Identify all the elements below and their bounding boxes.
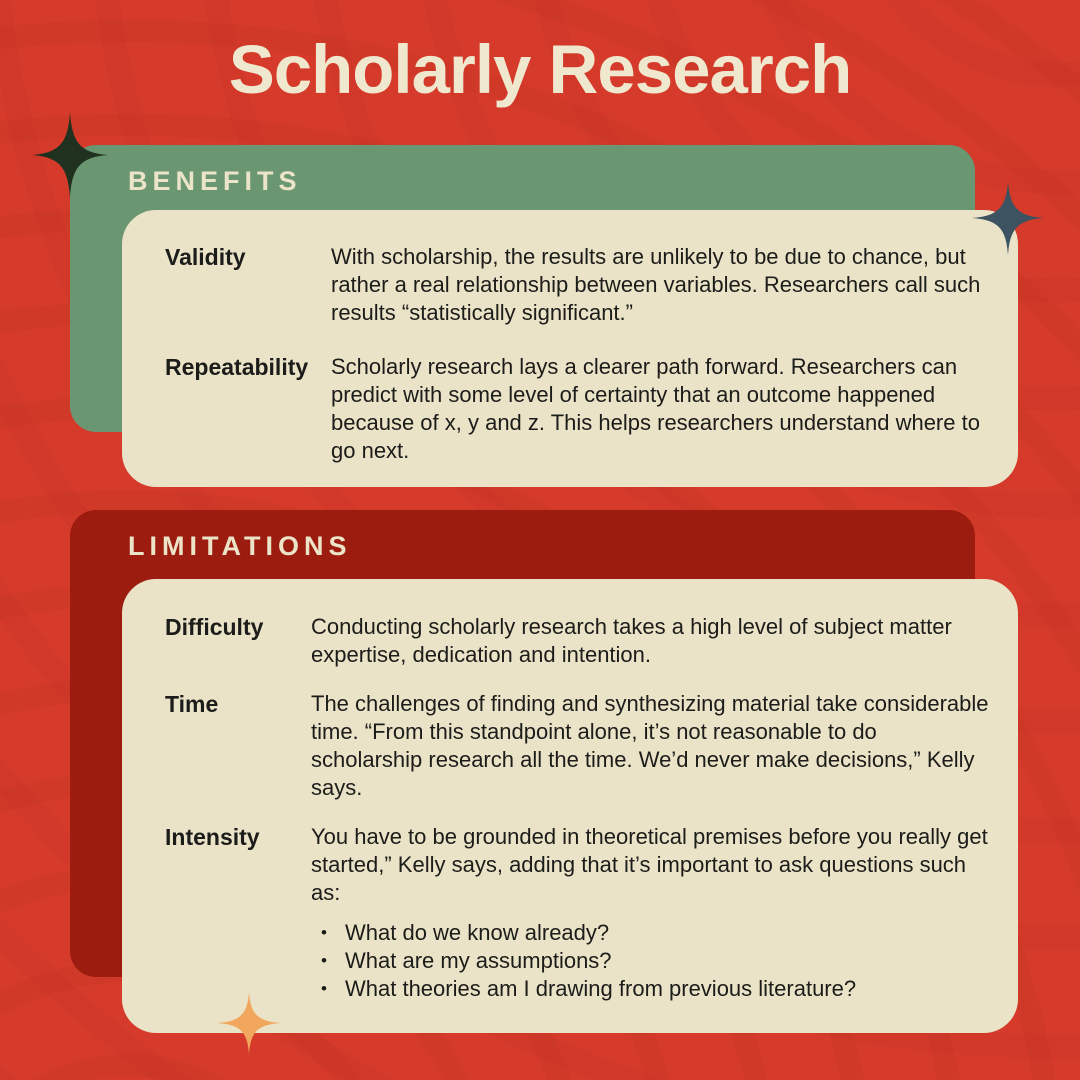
- limitations-card: [122, 579, 1018, 1033]
- limitation-intensity-paragraph: You have to be grounded in theoretical premises before you really get started,” Kelly says, adding that it’s important to ask questions such as:: [311, 824, 988, 905]
- question-item: • What are my assumptions?: [319, 947, 992, 975]
- benefits-card: [122, 210, 1018, 487]
- benefits-heading: BENEFITS: [128, 166, 302, 196]
- benefit-row-validity: [165, 243, 984, 327]
- limitation-text-difficulty: Conducting scholarly research takes a high level of subject matter expertise, dedication and intention.: [311, 614, 952, 667]
- limitation-label-difficulty: Difficulty: [165, 614, 264, 640]
- benefit-label-repeatability: Repeatability: [165, 354, 309, 380]
- limitation-text-time: The challenges of finding and synthesizing material take considerable time. “From this standpoint alone, it’s not reasonable to do scholarship research all the time. We’d never make decisions,” Kelly says.: [311, 691, 989, 800]
- page-title: Scholarly Research: [228, 31, 852, 108]
- benefit-label-validity: Validity: [165, 244, 246, 270]
- intensity-question-list: [311, 919, 992, 1003]
- limitation-row-intensity: [165, 823, 992, 1003]
- limitation-text-intensity: [311, 823, 992, 1003]
- limitation-label-time: Time: [165, 691, 219, 717]
- question-item: • What theories am I drawing from previous literature?: [319, 975, 992, 1003]
- limitations-heading: LIMITATIONS: [128, 531, 352, 561]
- benefit-row-repeatability: [165, 353, 984, 465]
- benefit-text-validity: With scholarship, the results are unlikely to be due to chance, but rather a real relationship between variables. Researchers call such results “statistically significant.”: [331, 244, 981, 325]
- limitation-label-intensity: Intensity: [165, 824, 260, 850]
- limitation-row-difficulty: [165, 613, 992, 669]
- benefit-text-repeatability: Scholarly research lays a clearer path forward. Researchers can predict with some level of certainty that an outcome happened because of x, y and z. This helps researchers understand where to go next.: [331, 354, 980, 463]
- question-item: • What do we know already?: [319, 919, 992, 947]
- limitation-row-time: [165, 690, 992, 802]
